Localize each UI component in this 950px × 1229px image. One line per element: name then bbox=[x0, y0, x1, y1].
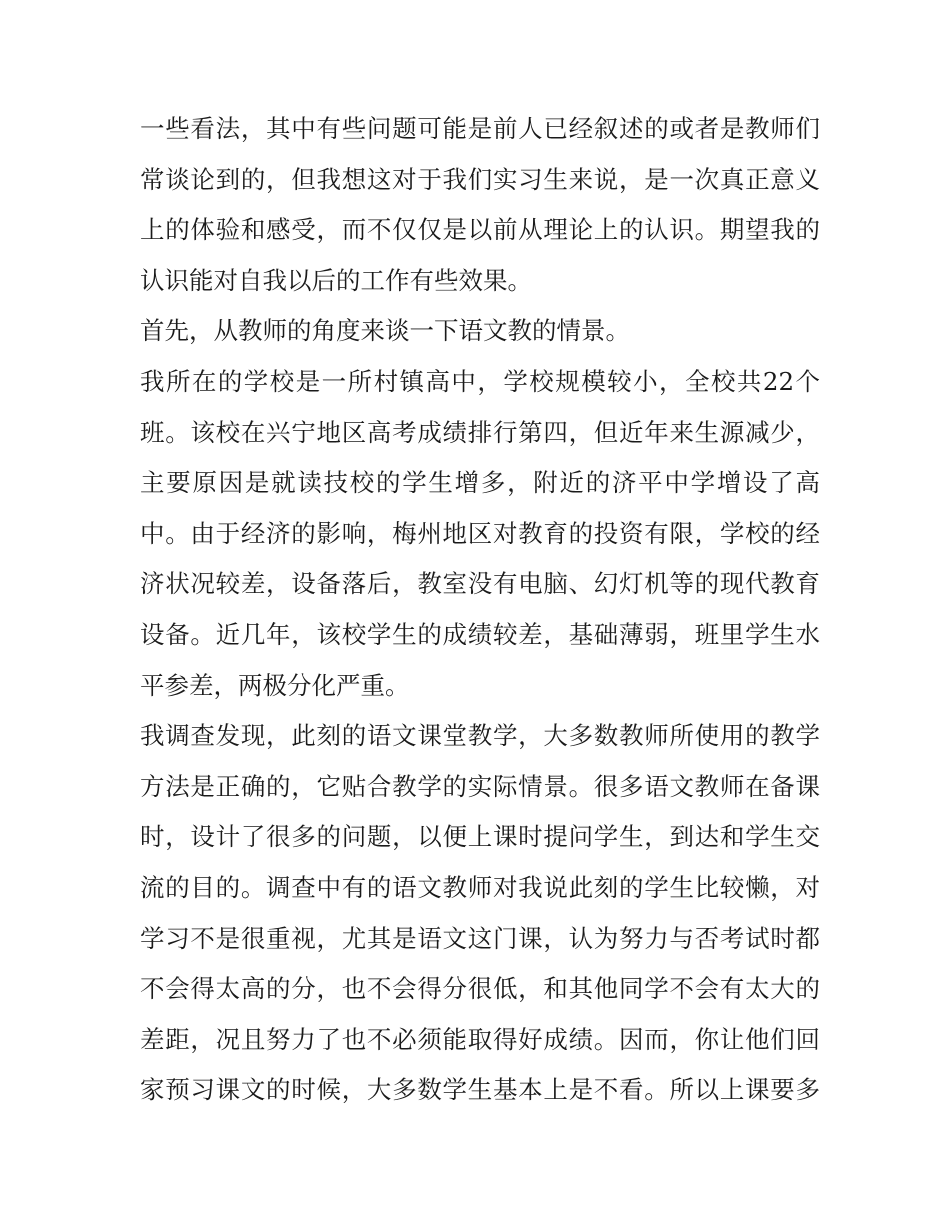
text-line: 家预习课文的时候，大多数学生基本上是不看。所以上课要多 bbox=[140, 1075, 820, 1105]
text-line: 主要原因是就读技校的学生增多，附近的济平中学增设了高 bbox=[140, 468, 820, 498]
text-line: 学习不是很重视，尤其是语文这门课，认为努力与否考试时都 bbox=[140, 923, 820, 953]
text-line: 中。由于经济的影响，梅州地区对教育的投资有限，学校的经 bbox=[140, 518, 820, 548]
text-line: 方法是正确的，它贴合教学的实际情景。很多语文教师在备课 bbox=[140, 771, 820, 801]
body-text bbox=[140, 104, 820, 1116]
text-line: 首先，从教师的角度来谈一下语文教的情景。 bbox=[140, 316, 630, 346]
text-line: 我调查发现，此刻的语文课堂教学，大多数教师所使用的教学 bbox=[140, 721, 820, 751]
text-line: 一些看法，其中有些问题可能是前人已经叙述的或者是教师们 bbox=[140, 114, 820, 143]
text-line: 常谈论到的，但我想这对于我们实习生来说，是一次真正意义 bbox=[140, 164, 820, 194]
text-line: 不会得太高的分，也不会得分很低，和其他同学不会有太大的 bbox=[140, 974, 820, 1004]
text-line: 设备。近几年，该校学生的成绩较差，基础薄弱，班里学生水 bbox=[140, 619, 820, 649]
text-line: 平参差，两极分化严重。 bbox=[140, 670, 410, 700]
text-line: 我所在的学校是一所村镇高中，学校规模较小，全校共22个 bbox=[140, 366, 820, 396]
text-line: 差距，况且努力了也不必须能取得好成绩。因而，你让他们回 bbox=[140, 1024, 820, 1054]
text-line: 济状况较差，设备落后，教室没有电脑、幻灯机等的现代教育 bbox=[140, 569, 820, 599]
text-line: 时，设计了很多的问题，以便上课时提问学生，到达和学生交 bbox=[140, 822, 820, 852]
text-line: 流的目的。调查中有的语文教师对我说此刻的学生比较懒，对 bbox=[140, 872, 820, 902]
text-line: 认识能对自我以后的工作有些效果。 bbox=[140, 265, 532, 295]
text-line: 上的体验和感受，而不仅仅是以前从理论上的认识。期望我的 bbox=[140, 215, 820, 245]
text-line: 班。该校在兴宁地区高考成绩排行第四，但近年来生源减少， bbox=[140, 417, 820, 447]
